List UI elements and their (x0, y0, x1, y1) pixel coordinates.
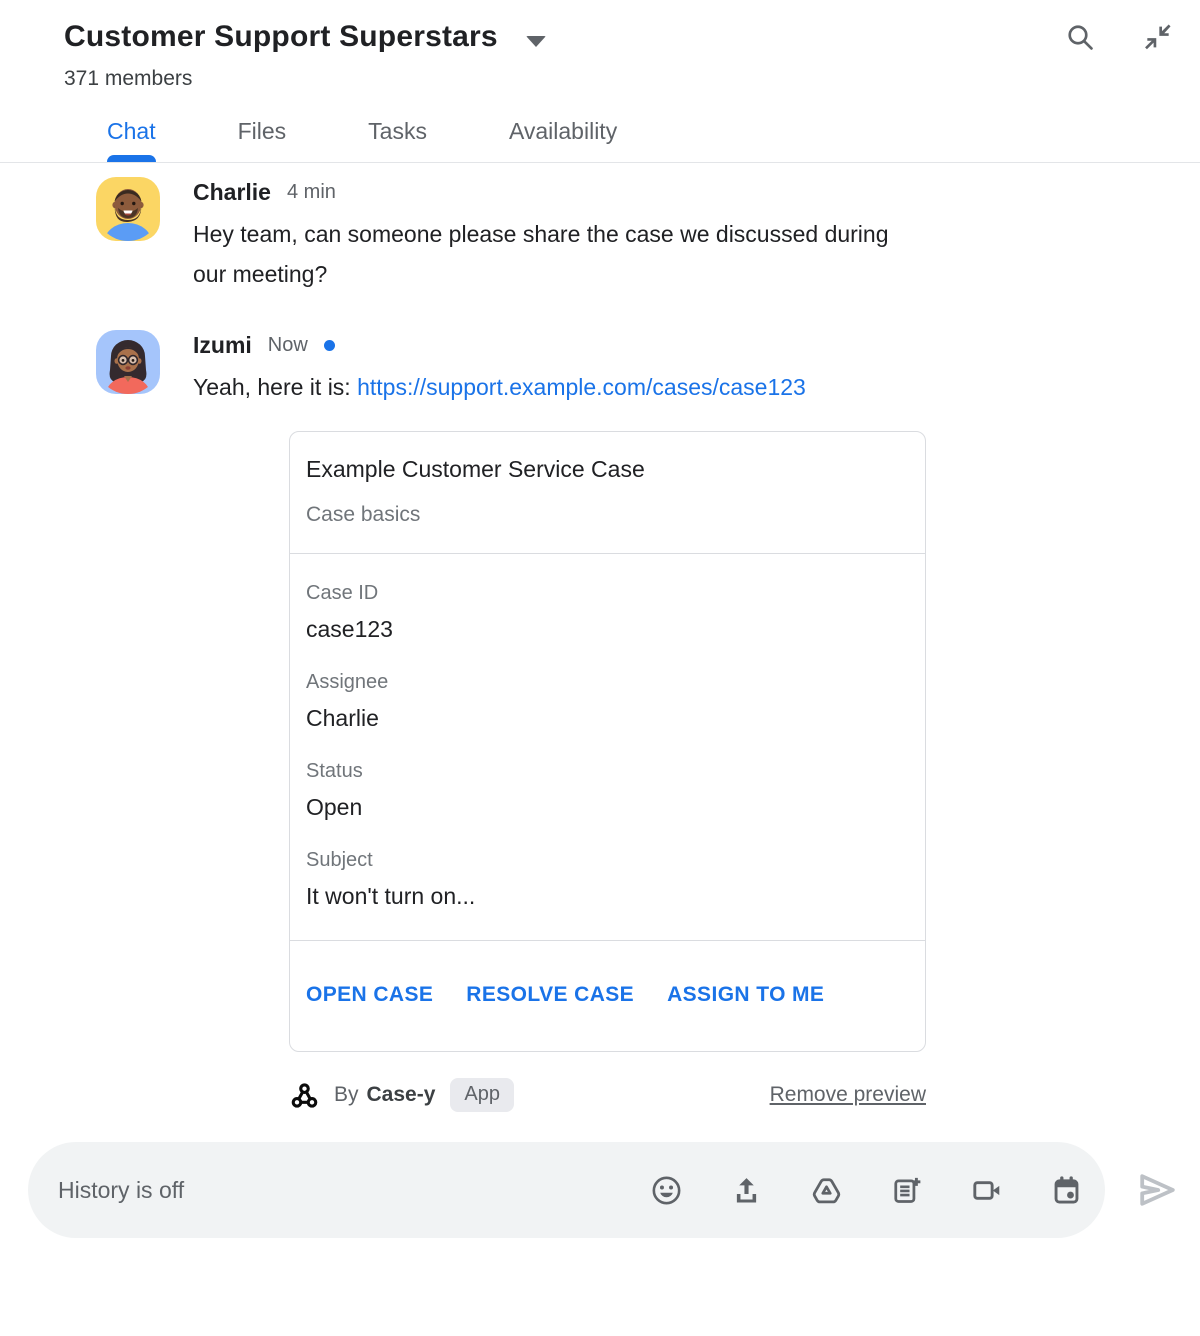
message-timestamp: Now (267, 334, 308, 356)
message-input[interactable] (28, 1142, 1105, 1238)
message-timestamp: 4 min (286, 181, 336, 203)
collapse-icon[interactable] (1142, 21, 1174, 53)
avatar[interactable] (96, 177, 160, 241)
case-link[interactable]: https://support.example.com/cases/case123 (357, 374, 806, 400)
field-label: Case ID (306, 582, 379, 604)
card-title: Example Customer Service Case (306, 456, 645, 482)
message-text-prefix: Yeah, here it is: (193, 374, 358, 400)
room-menu-caret-icon[interactable] (526, 36, 546, 47)
field-label: Assignee (306, 671, 389, 693)
page-title: Customer Support Superstars (64, 20, 498, 53)
author-name[interactable]: Izumi (193, 332, 252, 358)
field-value: It won't turn on... (306, 883, 476, 909)
field-subject (306, 849, 909, 910)
calendar-icon[interactable] (1050, 1174, 1083, 1207)
add-note-icon[interactable] (890, 1174, 923, 1207)
resolve-case-button[interactable]: RESOLVE CASE (466, 983, 635, 1006)
room-header (0, 0, 1200, 163)
message-text (193, 367, 806, 407)
assign-to-me-button[interactable]: ASSIGN TO ME (667, 983, 825, 1006)
open-case-button[interactable]: OPEN CASE (306, 983, 434, 1006)
tab-chat[interactable]: Chat (107, 118, 156, 162)
by-label: By (334, 1083, 359, 1106)
send-icon[interactable] (1133, 1166, 1181, 1214)
field-case-id (306, 582, 909, 643)
search-icon[interactable] (1064, 21, 1096, 53)
field-value: case123 (306, 616, 393, 642)
composer-placeholder: History is off (58, 1176, 185, 1203)
video-call-icon[interactable] (970, 1174, 1003, 1207)
card-subtitle: Case basics (306, 503, 421, 526)
field-label: Status (306, 760, 363, 782)
tab-availability[interactable]: Availability (508, 118, 618, 144)
author-name[interactable]: Charlie (193, 179, 271, 205)
app-author-name: Case-y (366, 1083, 436, 1106)
drive-icon[interactable] (810, 1174, 843, 1207)
message-izumi (96, 330, 1200, 407)
chat-area (0, 177, 1200, 1112)
upload-icon[interactable] (730, 1174, 763, 1207)
tab-tasks[interactable]: Tasks (368, 118, 427, 144)
avatar[interactable] (96, 330, 160, 394)
emoji-icon[interactable] (650, 1174, 683, 1207)
message-text: Hey team, can someone please share the case we discussed during our meeting? (193, 221, 889, 287)
field-assignee (306, 671, 909, 732)
field-status (306, 760, 909, 821)
unread-dot (324, 340, 335, 351)
message-charlie (96, 177, 1200, 294)
message-composer (28, 1142, 1184, 1238)
remove-preview-link[interactable]: Remove preview (769, 1083, 926, 1106)
app-badge: App (450, 1078, 514, 1112)
link-preview-card (289, 431, 926, 1052)
field-label: Subject (306, 849, 373, 871)
tab-files[interactable]: Files (237, 118, 287, 144)
webhook-icon (289, 1080, 320, 1111)
room-tabs (0, 118, 1200, 162)
field-value: Open (306, 794, 363, 820)
member-count: 371 members (64, 67, 193, 90)
field-value: Charlie (306, 705, 379, 731)
preview-footer (289, 1078, 926, 1112)
